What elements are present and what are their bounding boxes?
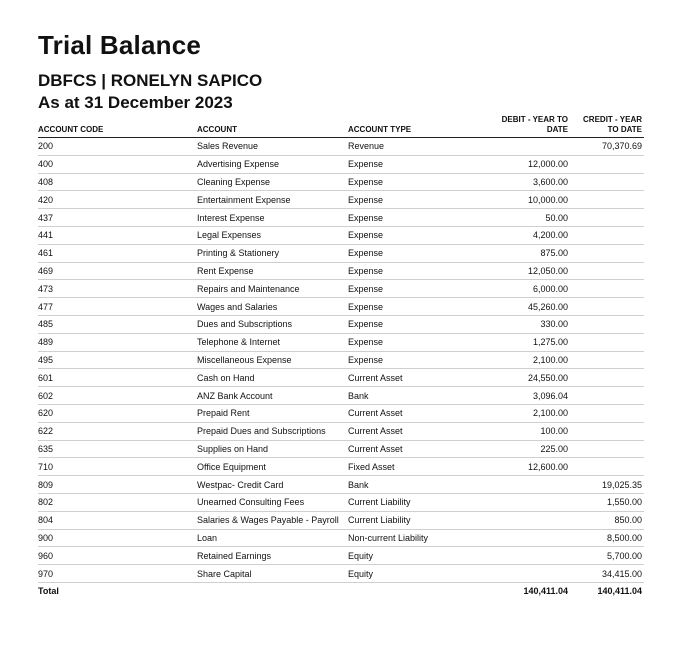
cell-account: Westpac- Credit Card bbox=[197, 476, 348, 494]
total-blank-account bbox=[197, 582, 348, 599]
cell-credit bbox=[570, 315, 644, 333]
cell-credit: 5,700.00 bbox=[570, 547, 644, 565]
cell-credit: 70,370.69 bbox=[570, 138, 644, 156]
cell-account-code: 461 bbox=[38, 244, 197, 262]
cell-debit: 10,000.00 bbox=[496, 191, 570, 209]
cell-account-type: Expense bbox=[348, 333, 496, 351]
cell-credit bbox=[570, 298, 644, 316]
cell-debit: 875.00 bbox=[496, 244, 570, 262]
report-period: As at 31 December 2023 bbox=[38, 93, 233, 112]
cell-account: Office Equipment bbox=[197, 458, 348, 476]
cell-account: Retained Earnings bbox=[197, 547, 348, 565]
cell-account-type: Current Asset bbox=[348, 440, 496, 458]
cell-account-code: 495 bbox=[38, 351, 197, 369]
table-row bbox=[38, 244, 644, 262]
table-row bbox=[38, 262, 644, 280]
organisation-name: DBFCS | RONELYN SAPICO bbox=[38, 71, 263, 90]
cell-account-type: Bank bbox=[348, 387, 496, 405]
cell-debit: 24,550.00 bbox=[496, 369, 570, 387]
header-debit: DEBIT - YEAR TO DATE bbox=[496, 113, 570, 138]
cell-account: Printing & Stationery bbox=[197, 244, 348, 262]
cell-account: ANZ Bank Account bbox=[197, 387, 348, 405]
cell-account-code: 802 bbox=[38, 493, 197, 511]
cell-account-type: Non-current Liability bbox=[348, 529, 496, 547]
table-row bbox=[38, 547, 644, 565]
table-row bbox=[38, 565, 644, 583]
total-blank-type bbox=[348, 582, 496, 599]
cell-debit: 1,275.00 bbox=[496, 333, 570, 351]
cell-account: Miscellaneous Expense bbox=[197, 351, 348, 369]
table-row bbox=[38, 369, 644, 387]
cell-credit bbox=[570, 333, 644, 351]
cell-account-type: Current Asset bbox=[348, 422, 496, 440]
total-credit: 140,411.04 bbox=[570, 582, 644, 599]
cell-account: Repairs and Maintenance bbox=[197, 280, 348, 298]
cell-debit bbox=[496, 547, 570, 565]
cell-account: Loan bbox=[197, 529, 348, 547]
cell-account-code: 809 bbox=[38, 476, 197, 494]
total-debit: 140,411.04 bbox=[496, 582, 570, 599]
cell-debit: 2,100.00 bbox=[496, 404, 570, 422]
cell-debit: 12,050.00 bbox=[496, 262, 570, 280]
table-body bbox=[38, 138, 644, 583]
cell-credit bbox=[570, 262, 644, 280]
table-row bbox=[38, 422, 644, 440]
cell-credit bbox=[570, 155, 644, 173]
cell-account-code: 420 bbox=[38, 191, 197, 209]
cell-account: Entertainment Expense bbox=[197, 191, 348, 209]
cell-account-type: Expense bbox=[348, 315, 496, 333]
cell-account-type: Expense bbox=[348, 209, 496, 227]
cell-debit bbox=[496, 529, 570, 547]
cell-debit bbox=[496, 476, 570, 494]
cell-account-code: 900 bbox=[38, 529, 197, 547]
trial-balance-table bbox=[38, 113, 644, 600]
cell-debit: 12,600.00 bbox=[496, 458, 570, 476]
table-row bbox=[38, 191, 644, 209]
cell-credit bbox=[570, 209, 644, 227]
cell-account-code: 485 bbox=[38, 315, 197, 333]
report-title: Trial Balance bbox=[38, 30, 202, 60]
table-row bbox=[38, 404, 644, 422]
table-row bbox=[38, 280, 644, 298]
table-row bbox=[38, 458, 644, 476]
cell-account-code: 408 bbox=[38, 173, 197, 191]
cell-account-type: Equity bbox=[348, 565, 496, 583]
cell-account: Cash on Hand bbox=[197, 369, 348, 387]
cell-credit bbox=[570, 191, 644, 209]
cell-debit: 3,096.04 bbox=[496, 387, 570, 405]
cell-account-code: 400 bbox=[38, 155, 197, 173]
cell-account-type: Current Liability bbox=[348, 511, 496, 529]
cell-debit: 45,260.00 bbox=[496, 298, 570, 316]
cell-account: Supplies on Hand bbox=[197, 440, 348, 458]
header-credit: CREDIT - YEAR TO DATE bbox=[570, 113, 644, 138]
cell-account-type: Expense bbox=[348, 191, 496, 209]
table-row bbox=[38, 387, 644, 405]
cell-account-code: 601 bbox=[38, 369, 197, 387]
cell-account-type: Expense bbox=[348, 351, 496, 369]
cell-account: Sales Revenue bbox=[197, 138, 348, 156]
cell-debit: 12,000.00 bbox=[496, 155, 570, 173]
cell-account-type: Current Asset bbox=[348, 369, 496, 387]
cell-account-type: Expense bbox=[348, 280, 496, 298]
cell-credit bbox=[570, 280, 644, 298]
table-row bbox=[38, 173, 644, 191]
cell-credit bbox=[570, 244, 644, 262]
cell-account-code: 489 bbox=[38, 333, 197, 351]
cell-account: Share Capital bbox=[197, 565, 348, 583]
cell-credit bbox=[570, 226, 644, 244]
cell-credit bbox=[570, 173, 644, 191]
cell-debit: 225.00 bbox=[496, 440, 570, 458]
total-row bbox=[38, 582, 644, 599]
cell-account: Legal Expenses bbox=[197, 226, 348, 244]
cell-account: Cleaning Expense bbox=[197, 173, 348, 191]
header-account-code: ACCOUNT CODE bbox=[38, 113, 197, 138]
table-header-row bbox=[38, 113, 644, 138]
cell-debit: 330.00 bbox=[496, 315, 570, 333]
table-row bbox=[38, 476, 644, 494]
cell-account-code: 602 bbox=[38, 387, 197, 405]
table-row bbox=[38, 298, 644, 316]
cell-account-type: Current Asset bbox=[348, 404, 496, 422]
cell-account-code: 437 bbox=[38, 209, 197, 227]
cell-debit bbox=[496, 493, 570, 511]
cell-debit: 6,000.00 bbox=[496, 280, 570, 298]
cell-debit bbox=[496, 565, 570, 583]
cell-account-type: Expense bbox=[348, 226, 496, 244]
cell-account-code: 469 bbox=[38, 262, 197, 280]
table-row bbox=[38, 315, 644, 333]
table-row bbox=[38, 440, 644, 458]
cell-credit bbox=[570, 404, 644, 422]
cell-account-type: Revenue bbox=[348, 138, 496, 156]
cell-credit: 850.00 bbox=[570, 511, 644, 529]
header-account: ACCOUNT bbox=[197, 113, 348, 138]
cell-debit bbox=[496, 511, 570, 529]
cell-credit bbox=[570, 351, 644, 369]
total-label: Total bbox=[38, 582, 197, 599]
cell-account-code: 622 bbox=[38, 422, 197, 440]
cell-account-type: Expense bbox=[348, 262, 496, 280]
table-row bbox=[38, 155, 644, 173]
cell-credit: 34,415.00 bbox=[570, 565, 644, 583]
cell-credit bbox=[570, 458, 644, 476]
cell-account-type: Expense bbox=[348, 155, 496, 173]
cell-account-code: 960 bbox=[38, 547, 197, 565]
cell-account-code: 710 bbox=[38, 458, 197, 476]
cell-debit: 4,200.00 bbox=[496, 226, 570, 244]
table-row bbox=[38, 511, 644, 529]
table-row bbox=[38, 529, 644, 547]
table-row bbox=[38, 351, 644, 369]
cell-account: Prepaid Rent bbox=[197, 404, 348, 422]
cell-account-type: Expense bbox=[348, 298, 496, 316]
cell-account: Advertising Expense bbox=[197, 155, 348, 173]
cell-credit bbox=[570, 369, 644, 387]
table-row bbox=[38, 138, 644, 156]
cell-debit: 100.00 bbox=[496, 422, 570, 440]
cell-account: Wages and Salaries bbox=[197, 298, 348, 316]
cell-credit: 1,550.00 bbox=[570, 493, 644, 511]
cell-account-code: 441 bbox=[38, 226, 197, 244]
cell-account: Rent Expense bbox=[197, 262, 348, 280]
cell-account-type: Expense bbox=[348, 244, 496, 262]
cell-account: Prepaid Dues and Subscriptions bbox=[197, 422, 348, 440]
cell-account-code: 473 bbox=[38, 280, 197, 298]
cell-account-code: 970 bbox=[38, 565, 197, 583]
cell-account: Dues and Subscriptions bbox=[197, 315, 348, 333]
cell-credit: 8,500.00 bbox=[570, 529, 644, 547]
cell-account-type: Bank bbox=[348, 476, 496, 494]
cell-account-code: 620 bbox=[38, 404, 197, 422]
cell-account-code: 804 bbox=[38, 511, 197, 529]
cell-account-code: 477 bbox=[38, 298, 197, 316]
cell-credit bbox=[570, 440, 644, 458]
cell-account-type: Current Liability bbox=[348, 493, 496, 511]
cell-account: Interest Expense bbox=[197, 209, 348, 227]
cell-account: Telephone & Internet bbox=[197, 333, 348, 351]
header-account-type: ACCOUNT TYPE bbox=[348, 113, 496, 138]
cell-account: Unearned Consulting Fees bbox=[197, 493, 348, 511]
table-row bbox=[38, 209, 644, 227]
cell-debit: 50.00 bbox=[496, 209, 570, 227]
cell-credit bbox=[570, 422, 644, 440]
cell-account-type: Equity bbox=[348, 547, 496, 565]
cell-debit: 2,100.00 bbox=[496, 351, 570, 369]
cell-account-code: 200 bbox=[38, 138, 197, 156]
cell-account-code: 635 bbox=[38, 440, 197, 458]
cell-account-type: Fixed Asset bbox=[348, 458, 496, 476]
table-row bbox=[38, 226, 644, 244]
cell-credit bbox=[570, 387, 644, 405]
cell-debit bbox=[496, 138, 570, 156]
cell-account-type: Expense bbox=[348, 173, 496, 191]
table-row bbox=[38, 493, 644, 511]
cell-credit: 19,025.35 bbox=[570, 476, 644, 494]
table-row bbox=[38, 333, 644, 351]
cell-account: Salaries & Wages Payable - Payroll bbox=[197, 511, 348, 529]
cell-debit: 3,600.00 bbox=[496, 173, 570, 191]
